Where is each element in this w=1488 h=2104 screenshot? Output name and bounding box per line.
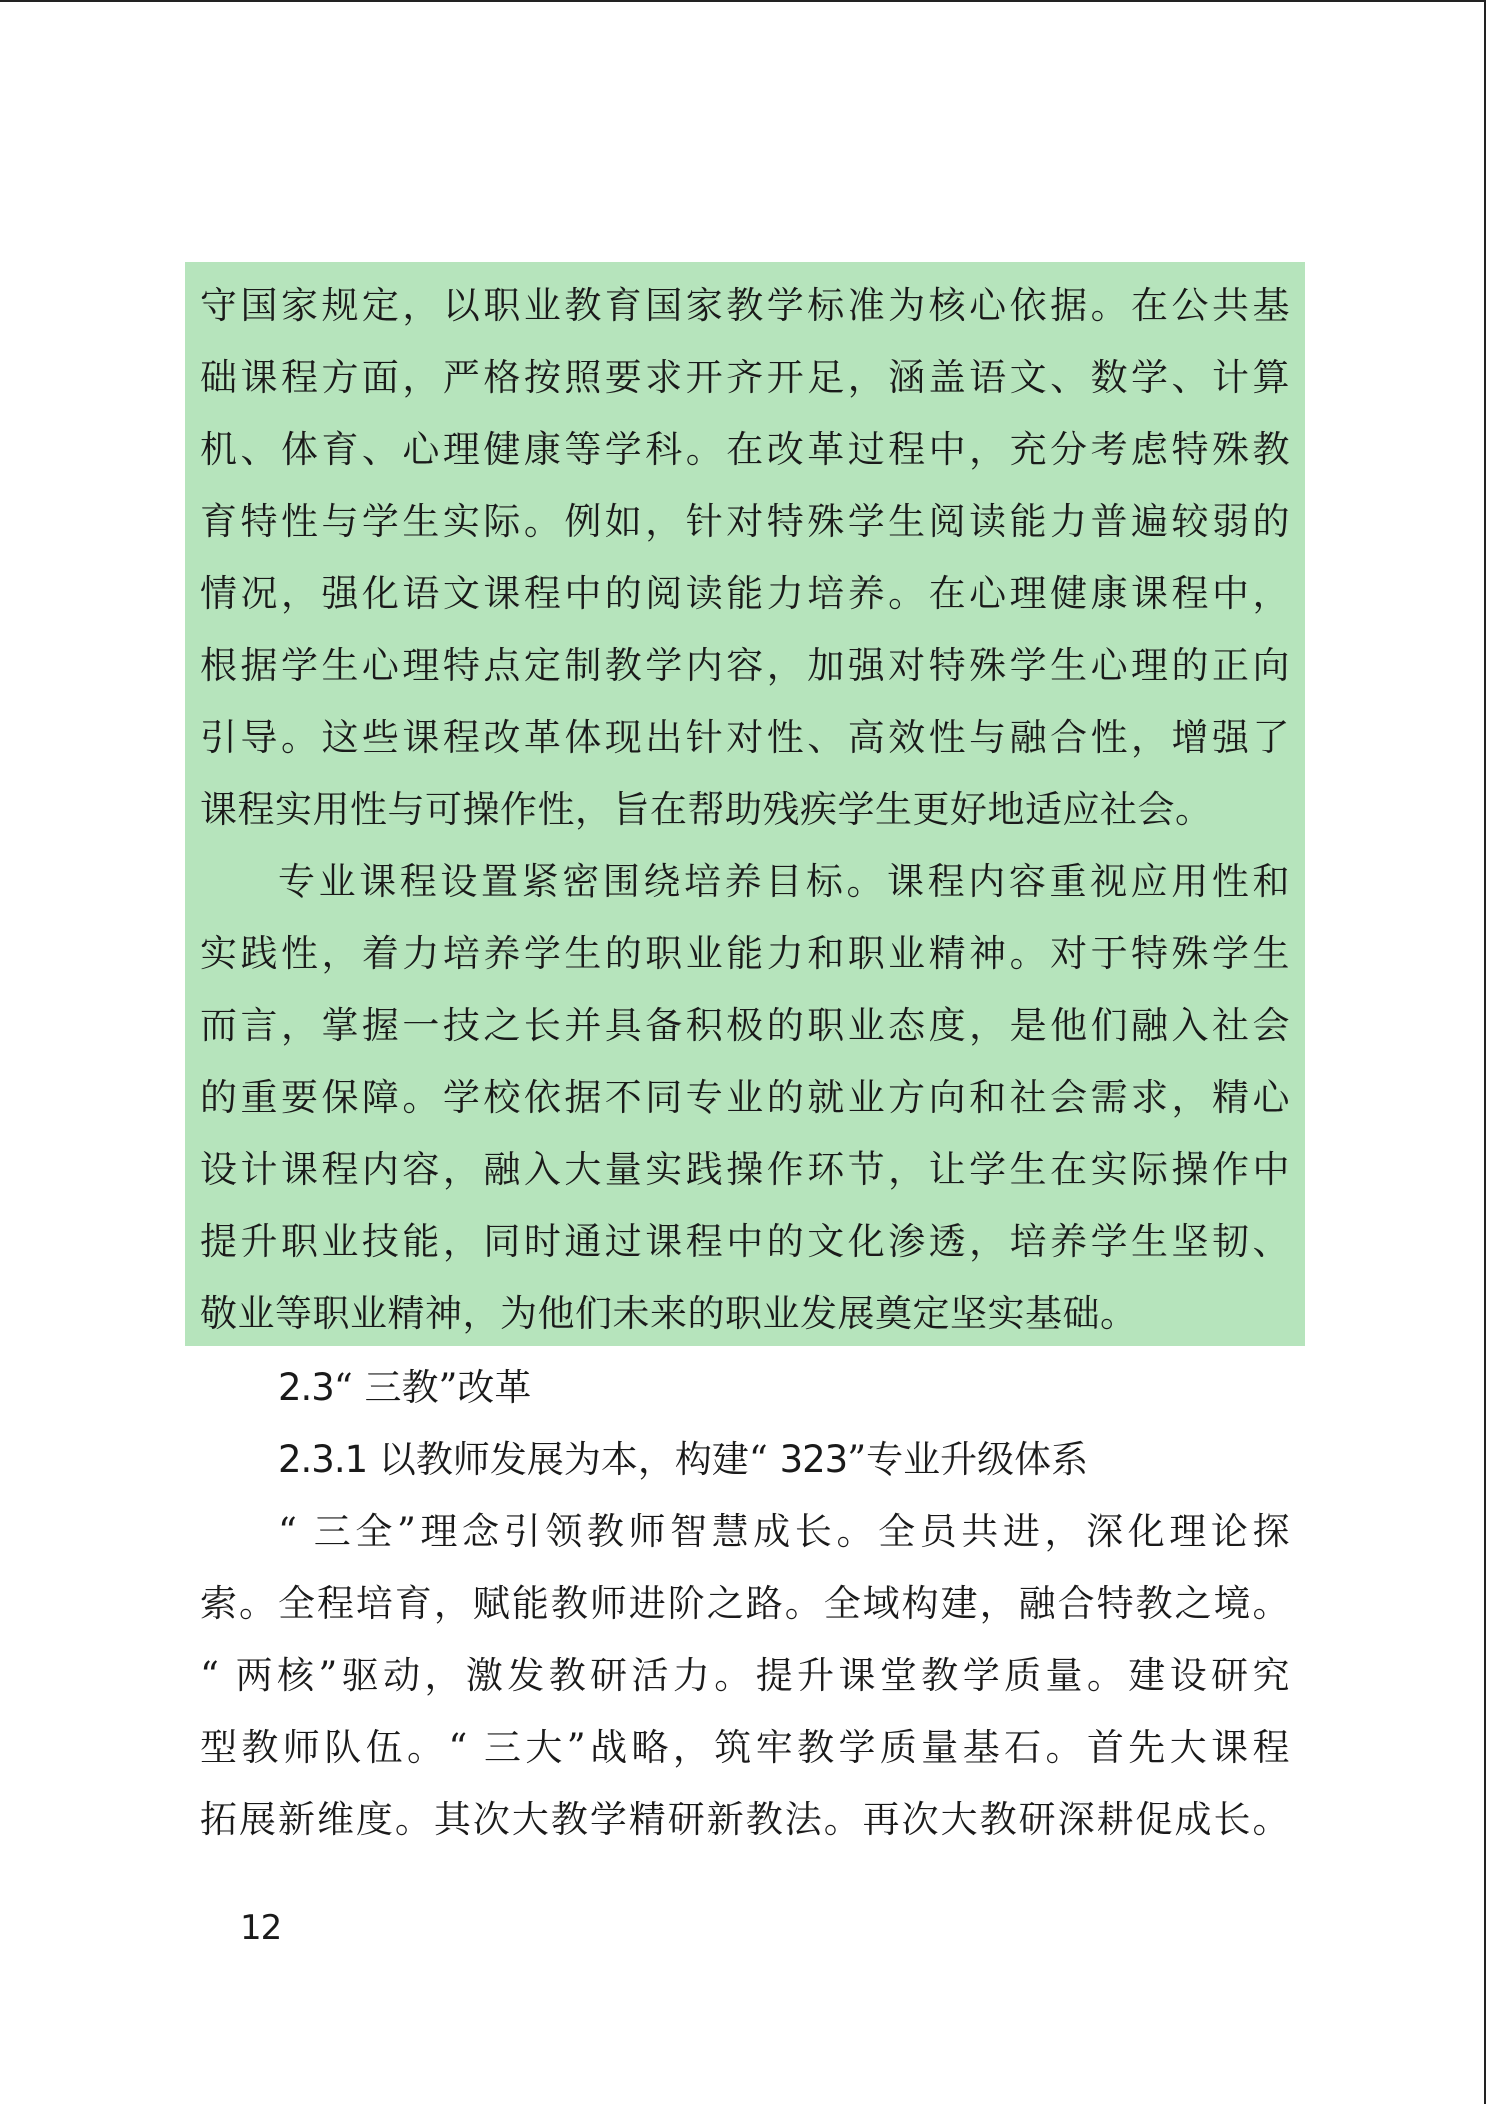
section-heading bbox=[278, 1352, 531, 1424]
paragraph-line: 守国家规定，以职业教育国家教学标准为核心依据。在公共基 bbox=[200, 284, 1290, 327]
paragraph-line: 拓展新维度。其次大教学精研新教法。再次大教研深耕促成长。 bbox=[200, 1798, 1290, 1841]
section-number: 2.3 bbox=[278, 1366, 334, 1409]
page-number: 12 bbox=[240, 1908, 282, 1948]
paragraph-line: 敬业等职业精神，为他们未来的职业发展奠定坚实基础。 bbox=[200, 1292, 1138, 1335]
paragraph-line: 而言，掌握一技之长并具备积极的职业态度，是他们融入社会 bbox=[200, 1004, 1290, 1047]
subsection-heading bbox=[278, 1424, 1088, 1496]
paragraph-line: “ 两核”驱动，激发教研活力。提升课堂教学质量。建设研究 bbox=[200, 1654, 1290, 1697]
paragraph-line: 提升职业技能，同时通过课程中的文化渗透，培养学生坚韧、 bbox=[200, 1220, 1290, 1263]
paragraph-line: “ 三全”理念引领教师智慧成长。全员共进，深化理论探 bbox=[278, 1510, 1290, 1553]
subsection-title-number: 323 bbox=[779, 1438, 848, 1481]
paragraph-line: 情况，强化语文课程中的阅读能力培养。在心理健康课程中， bbox=[200, 572, 1290, 615]
paragraph-line: 型教师队伍。“ 三大”战略，筑牢教学质量基石。首先大课程 bbox=[200, 1726, 1290, 1769]
paragraph-line: 机、体育、心理健康等学科。在改革过程中，充分考虑特殊教 bbox=[200, 428, 1290, 471]
paragraph-line: 的重要保障。学校依据不同专业的就业方向和社会需求，精心 bbox=[200, 1076, 1290, 1119]
section-title: “ 三教”改革 bbox=[333, 1366, 532, 1409]
paragraph-line: 础课程方面，严格按照要求开齐开足，涵盖语文、数学、计算 bbox=[200, 356, 1290, 399]
paragraph-line: 引导。这些课程改革体现出针对性、高效性与融合性，增强了 bbox=[200, 716, 1290, 759]
paragraph-line: 课程实用性与可操作性，旨在帮助残疾学生更好地适应社会。 bbox=[200, 788, 1213, 831]
subsection-title-part1: 以教师发展为本，构建“ bbox=[367, 1438, 780, 1481]
paragraph-line: 设计课程内容，融入大量实践操作环节，让学生在实际操作中 bbox=[200, 1148, 1290, 1191]
paragraph-line: 育特性与学生实际。例如，针对特殊学生阅读能力普遍较弱的 bbox=[200, 500, 1290, 543]
paragraph-line: 专业课程设置紧密围绕培养目标。课程内容重视应用性和 bbox=[278, 860, 1290, 903]
subsection-number: 2.3.1 bbox=[278, 1438, 368, 1481]
subsection-title-part2: ”专业升级体系 bbox=[847, 1438, 1089, 1481]
paragraph-line: 根据学生心理特点定制教学内容，加强对特殊学生心理的正向 bbox=[200, 644, 1290, 687]
paragraph-line: 索。全程培育，赋能教师进阶之路。全域构建，融合特教之境。 bbox=[200, 1582, 1290, 1625]
paragraph-line: 实践性，着力培养学生的职业能力和职业精神。对于特殊学生 bbox=[200, 932, 1290, 975]
